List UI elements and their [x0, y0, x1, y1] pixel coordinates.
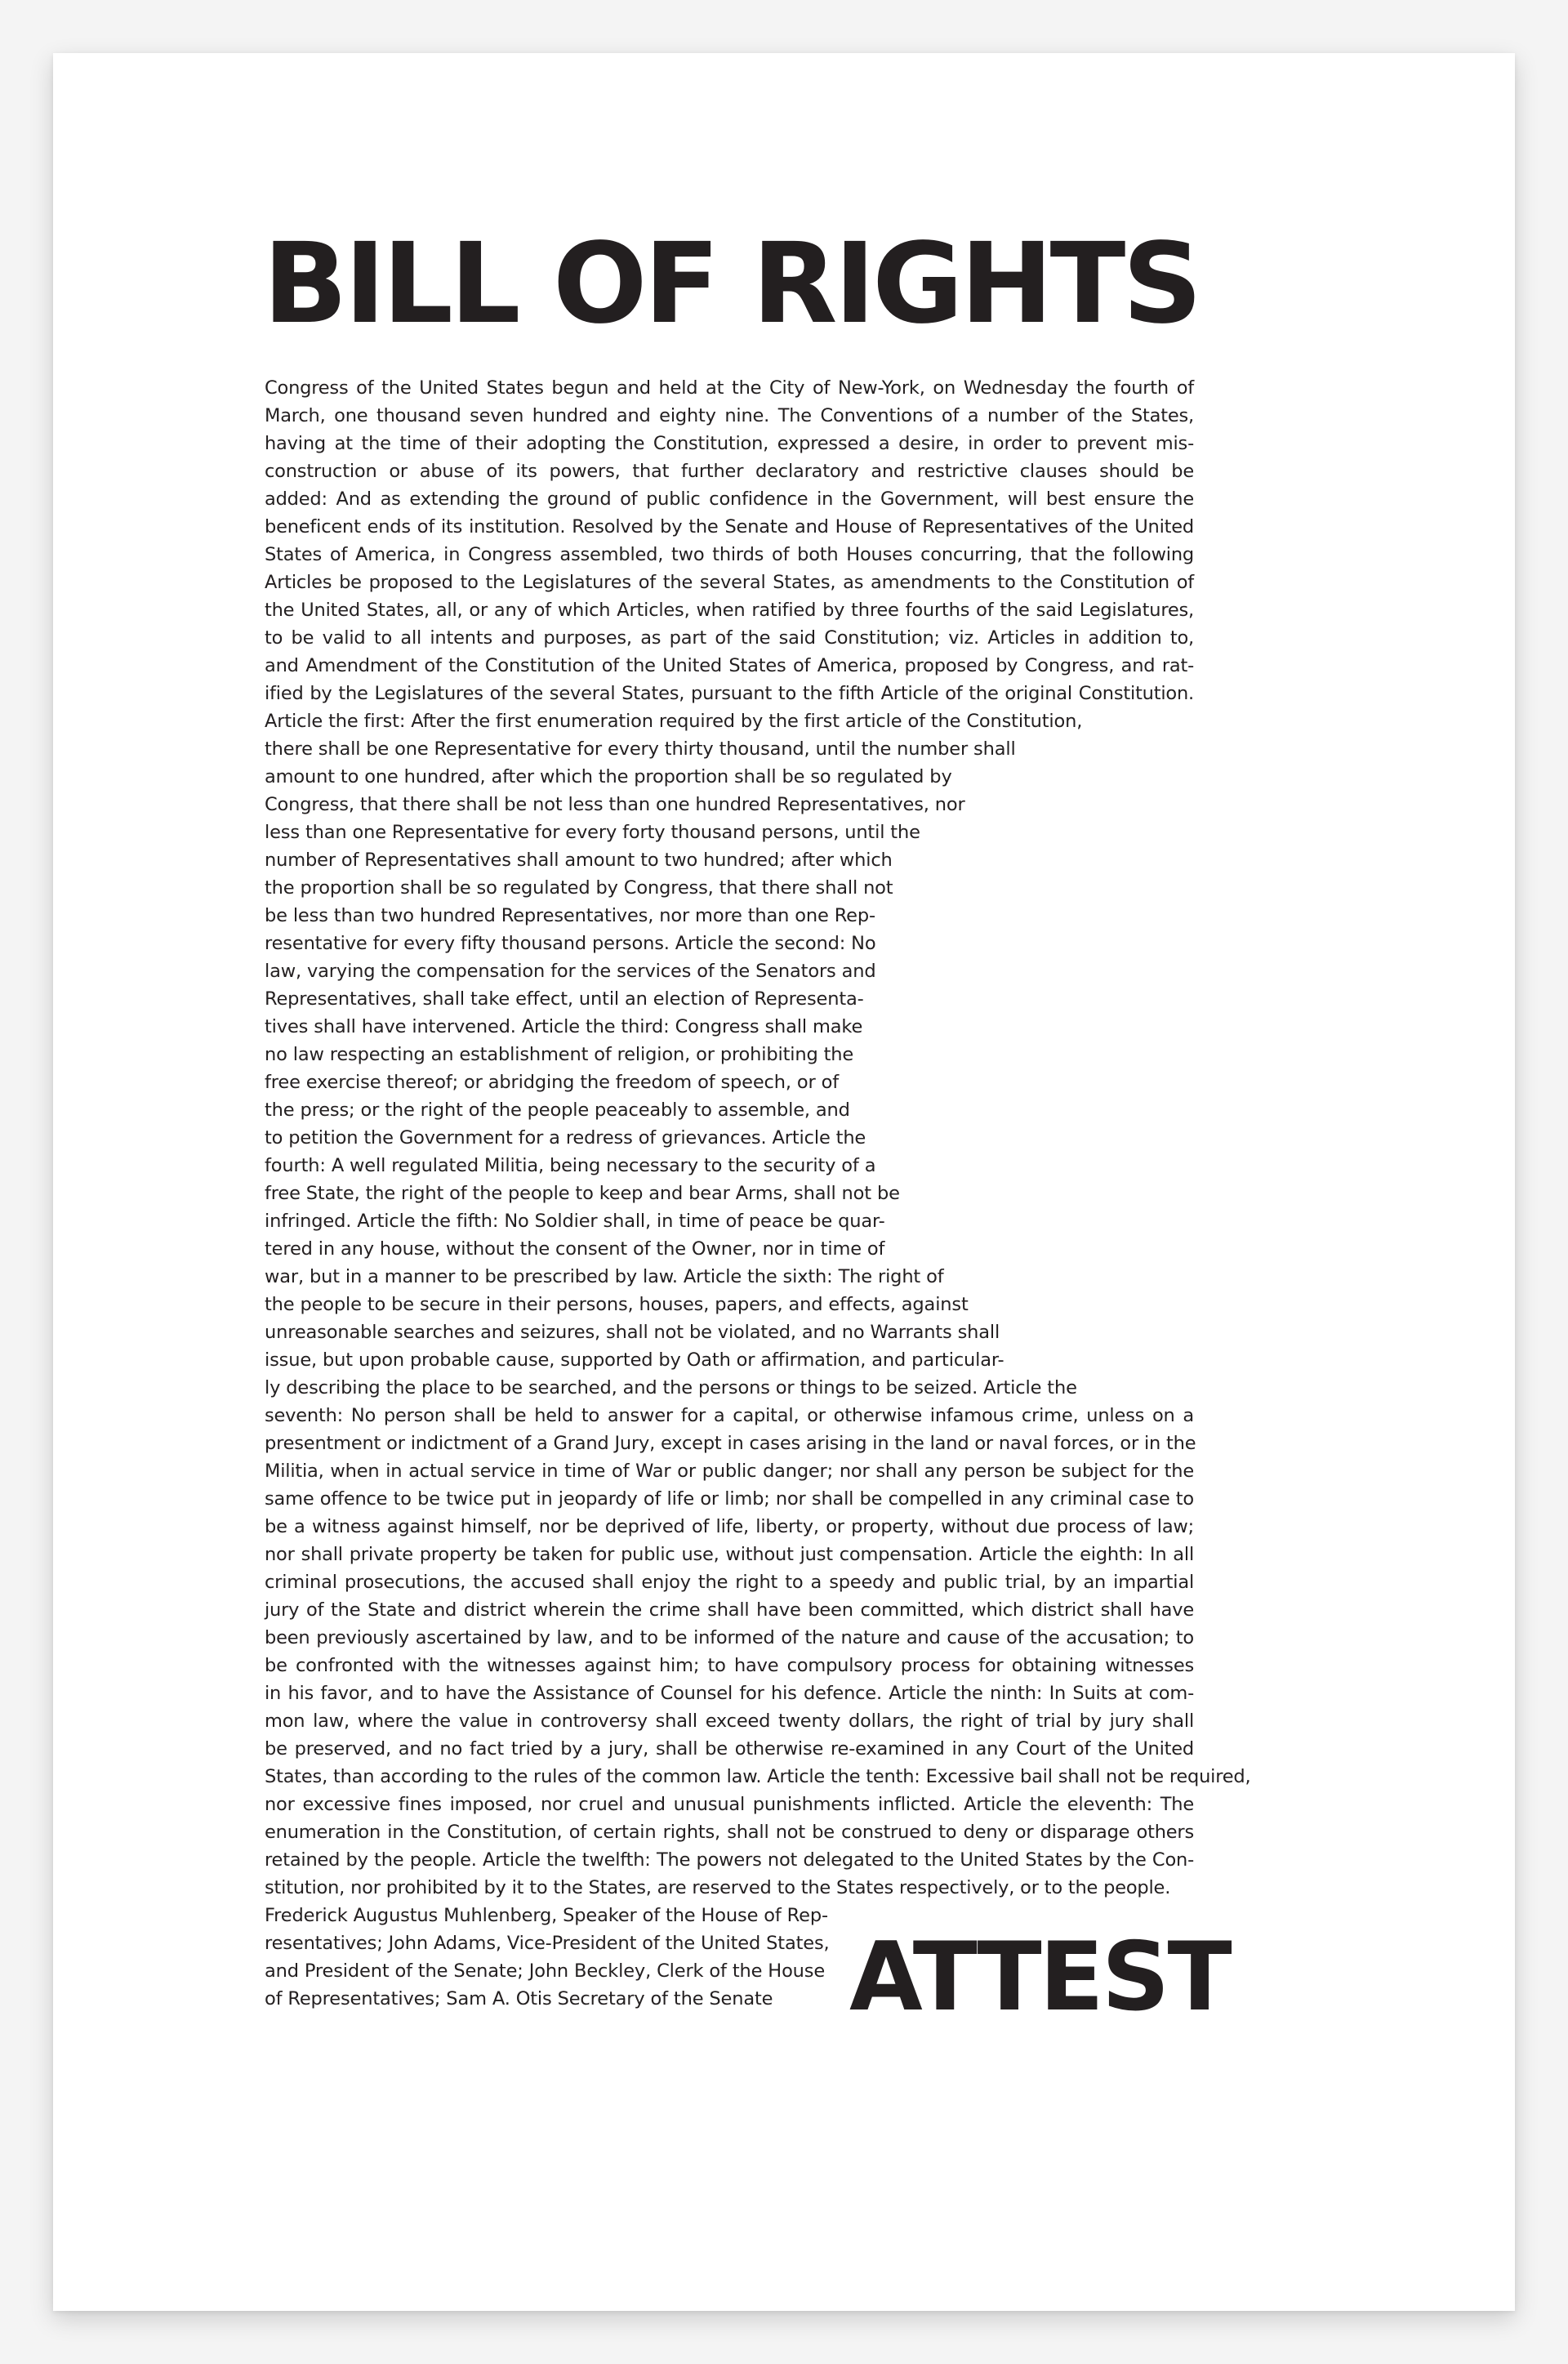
text-line: jury of the State and district wherein the crime shall have been committed, which district shall have [265, 1599, 1194, 1621]
attest-label: ATTEST [849, 1922, 1230, 2032]
text-line: presentment or indictment of a Grand Jury, except in cases arising in the land or naval forces, or in the [265, 1433, 1196, 1454]
text-line: less than one Representative for every forty thousand persons, until the [265, 822, 920, 843]
text-line: States, than according to the rules of the common law. Article the tenth: Excessive bail shall not be required, [265, 1766, 1251, 1787]
text-line: States of America, in Congress assembled, two thirds of both Houses concurring, that the following [265, 544, 1194, 565]
text-line: unreasonable searches and seizures, shall not be violated, and no Warrants shall [265, 1322, 1000, 1343]
text-line: resentatives; John Adams, Vice-President of the United States, [265, 1933, 830, 1954]
text-line: there shall be one Representative for every thirty thousand, until the number shall [265, 738, 1016, 760]
text-line: to be valid to all intents and purposes, as part of the said Constitution; viz. Articles in addition to, [265, 627, 1194, 649]
text-line: law, varying the compensation for the services of the Senators and [265, 961, 876, 982]
text-line: number of Representatives shall amount to two hundred; after which [265, 850, 893, 871]
text-line: fourth: A well regulated Militia, being necessary to the security of a [265, 1155, 876, 1176]
text-line: retained by the people. Article the twelfth: The powers not delegated to the United States by the Con- [265, 1849, 1194, 1871]
text-line: Representatives, shall take effect, until an election of Representa- [265, 988, 864, 1010]
text-line: construction or abuse of its powers, that further declaratory and restrictive clauses should be [265, 461, 1194, 482]
text-line: resentative for every fifty thousand persons. Article the second: No [265, 933, 876, 954]
text-line: enumeration in the Constitution, of certain rights, shall not be construed to deny or disparage others [265, 1822, 1194, 1843]
document-body [265, 374, 1251, 2013]
text-line: the United States, all, or any of which Articles, when ratified by three fourths of the said Legislatures, [265, 600, 1194, 621]
document-title: BILL OF RIGHTS [263, 220, 1200, 349]
text-line: added: And as extending the ground of public confidence in the Government, will best ensure the [265, 488, 1194, 510]
text-line: be a witness against himself, nor be deprived of life, liberty, or property, without due process of law; [265, 1516, 1194, 1537]
text-line: nor excessive fines imposed, nor cruel and unusual punishments inflicted. Article the eleventh: The [265, 1794, 1194, 1815]
text-line: issue, but upon probable cause, supported by Oath or affirmation, and particular- [265, 1349, 1004, 1371]
text-line: nor shall private property be taken for public use, without just compensation. Article the eighth: In all [265, 1544, 1194, 1565]
text-line: of Representatives; Sam A. Otis Secretary of the Senate [265, 1988, 773, 2009]
text-line: mon law, where the value in controversy shall exceed twenty dollars, the right of trial by jury shall [265, 1711, 1194, 1732]
text-line: beneficent ends of its institution. Resolved by the Senate and House of Representatives of the United [265, 516, 1194, 537]
text-line: tered in any house, without the consent of the Owner, nor in time of [265, 1238, 885, 1260]
text-line: Frederick Augustus Muhlenberg, Speaker of the House of Rep- [265, 1905, 828, 1926]
text-line: be less than two hundred Representatives, nor more than one Rep- [265, 905, 875, 926]
text-line: been previously ascertained by law, and to be informed of the nature and cause of the accusation; to [265, 1627, 1194, 1648]
text-line: Militia, when in actual service in time of War or public danger; nor shall any person be subject for the [265, 1461, 1194, 1482]
text-line: free exercise thereof; or abridging the freedom of speech, or of [265, 1072, 839, 1093]
text-line: to petition the Government for a redress of grievances. Article the [265, 1127, 866, 1149]
text-line: March, one thousand seven hundred and eighty nine. The Conventions of a number of the States, [265, 405, 1194, 426]
text-line: war, but in a manner to be prescribed by law. Article the sixth: The right of [265, 1266, 944, 1287]
text-line: seventh: No person shall be held to answer for a capital, or otherwise infamous crime, unless on a [265, 1405, 1194, 1426]
text-line: criminal prosecutions, the accused shall enjoy the right to a speedy and public trial, by an impartial [265, 1572, 1194, 1593]
text-line: and President of the Senate; John Beckley, Clerk of the House [265, 1960, 826, 1982]
text-line: same offence to be twice put in jeopardy of life or limb; nor shall be compelled in any criminal case to [265, 1488, 1194, 1510]
text-line: ified by the Legislatures of the several States, pursuant to the fifth Article of the original Constitution. [265, 683, 1194, 704]
text-line: no law respecting an establishment of religion, or prohibiting the [265, 1044, 854, 1065]
text-line: Article the first: After the first enumeration required by the first article of the Constitution, [265, 711, 1083, 732]
text-line: be preserved, and no fact tried by a jury, shall be otherwise re-examined in any Court of the United [265, 1738, 1194, 1760]
text-line: tives shall have intervened. Article the third: Congress shall make [265, 1016, 863, 1037]
text-line: amount to one hundred, after which the proportion shall be so regulated by [265, 766, 952, 787]
text-line: ly describing the place to be searched, and the persons or things to be seized. Article the [265, 1377, 1077, 1398]
text-line: Articles be proposed to the Legislatures of the several States, as amendments to the Constitution of [265, 572, 1194, 593]
text-line: infringed. Article the fifth: No Soldier shall, in time of peace be quar- [265, 1211, 885, 1232]
text-line: free State, the right of the people to keep and bear Arms, shall not be [265, 1183, 900, 1204]
text-line: the people to be secure in their persons, houses, papers, and effects, against [265, 1294, 969, 1315]
text-line: and Amendment of the Constitution of the United States of America, proposed by Congress, and rat- [265, 655, 1194, 676]
text-line: in his favor, and to have the Assistance of Counsel for his defence. Article the ninth: In Suits at com- [265, 1683, 1194, 1704]
text-line: the proportion shall be so regulated by Congress, that there shall not [265, 877, 893, 899]
text-line: the press; or the right of the people peaceably to assemble, and [265, 1099, 850, 1121]
text-line: stitution, nor prohibited by it to the States, are reserved to the States respectively, or to the people. [265, 1877, 1171, 1898]
text-line: be confronted with the witnesses against him; to have compulsory process for obtaining witnesses [265, 1655, 1194, 1676]
text-line: having at the time of their adopting the Constitution, expressed a desire, in order to prevent mis- [265, 433, 1194, 454]
text-line: Congress of the United States begun and held at the City of New-York, on Wednesday the fourth of [265, 377, 1194, 399]
text-line: Congress, that there shall be not less than one hundred Representatives, nor [265, 794, 965, 815]
